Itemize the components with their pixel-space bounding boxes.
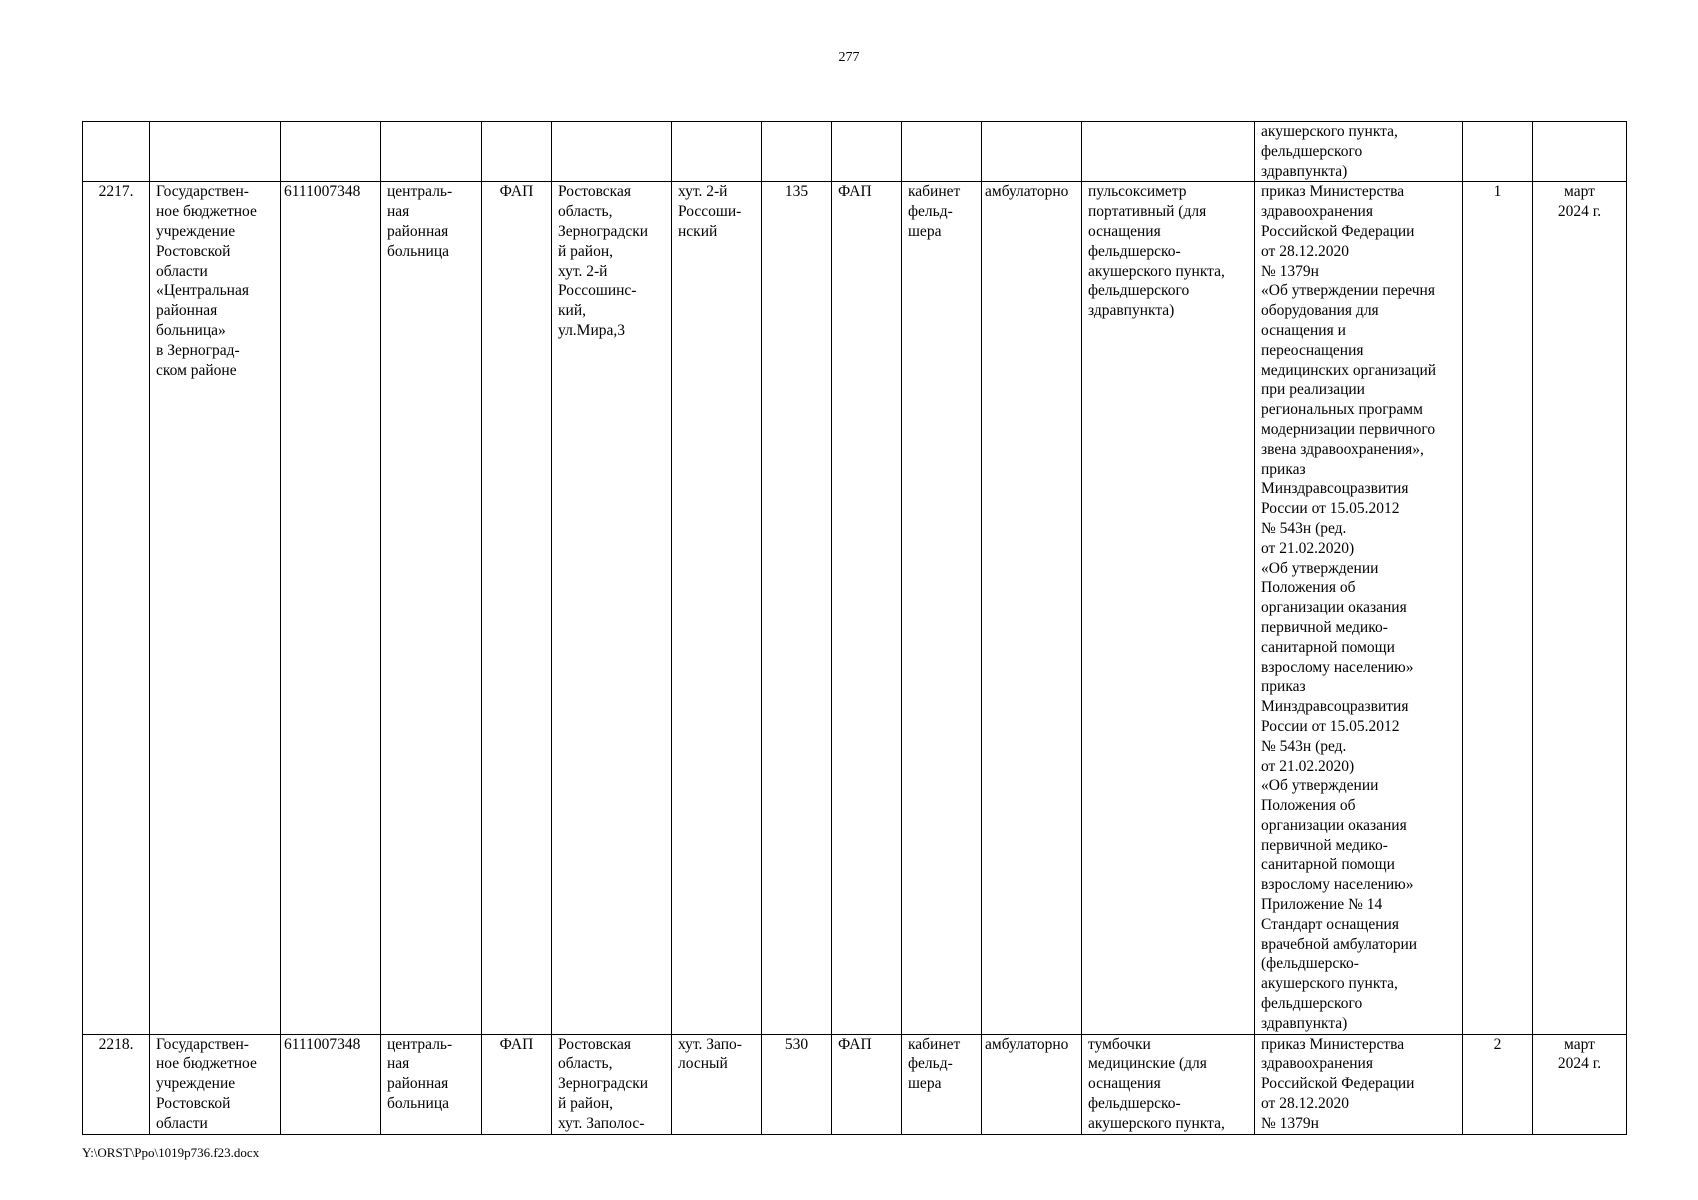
cell-population xyxy=(762,122,832,182)
cell-org-type: централь- ная районная больница xyxy=(381,182,482,1034)
cell-unit: ФАП xyxy=(832,182,902,1034)
cell-quantity: 2 xyxy=(1463,1034,1533,1134)
cell-address: Ростовская область, Зерноградски й район, хут. Заполос- xyxy=(552,1034,672,1134)
cell-num: 2218. xyxy=(83,1034,150,1134)
cell-num xyxy=(83,122,150,182)
cell-inn: 6111007348 xyxy=(281,182,381,1034)
cell-care-form: амбулаторно xyxy=(982,182,1082,1034)
cell-inn xyxy=(281,122,381,182)
footer-file-path: Y:\ORST\Ppo\1019p736.f23.docx xyxy=(82,1145,260,1160)
cell-settlement: хут. Запо- лосный xyxy=(672,1034,762,1134)
cell-room: кабинет фельд- шера xyxy=(902,1034,982,1134)
cell-equipment xyxy=(1082,122,1255,182)
cell-unit xyxy=(832,122,902,182)
cell-care-form xyxy=(982,122,1082,182)
cell-quantity xyxy=(1463,122,1533,182)
cell-address: Ростовская область, Зерноградски й район, хут. 2-й Россошинс- кий, ул.Мира,3 xyxy=(552,182,672,1034)
cell-quantity: 1 xyxy=(1463,182,1533,1034)
table-row-continuation xyxy=(83,122,1627,182)
cell-institution xyxy=(150,122,281,182)
cell-room: кабинет фельд- шера xyxy=(902,182,982,1034)
cell-date: март 2024 г. xyxy=(1533,1034,1627,1134)
cell-basis: приказ Министерства здравоохранения Российской Федерации от 28.12.2020 № 1379н xyxy=(1255,1034,1463,1134)
cell-population: 530 xyxy=(762,1034,832,1134)
cell-care-form: амбулаторно xyxy=(982,1034,1082,1134)
cell-date: март 2024 г. xyxy=(1533,182,1627,1034)
cell-unit-type xyxy=(482,122,552,182)
cell-basis: приказ Министерства здравоохранения Российской Федерации от 28.12.2020 № 1379н «Об утверждении перечня оборудования для оснащения и переоснащения медицинских организаций при реализации региональных программ модернизации первичного звена здравоохранения», приказ Минздравсоцразвития России от 15.05.2012 № 543н (ред. от 21.02.2020) «Об утверждении Положения об организации оказания первичной медико- санитарной помощи взрослому населению» приказ Минздравсоцразвития России от 15.05.2012 № 543н (ред. от 21.02.2020) «Об утверждении Положения об организации оказания первичной медико- санитарной помощи взрослому населению» Приложение № 14 Стандарт оснащения врачебной амбулатории (фельдшерско- акушерского пункта, фельдшерского здравпункта) xyxy=(1255,182,1463,1034)
cell-equipment: пульсоксиметр портативный (для оснащения фельдшерско- акушерского пункта, фельдшерского здравпункта) xyxy=(1082,182,1255,1034)
cell-institution: Государствен- ное бюджетное учреждение Ростовской области «Центральная районная больница» в Зерноград- ском районе xyxy=(150,182,281,1034)
cell-unit-type: ФАП xyxy=(482,1034,552,1134)
cell-equipment: тумбочки медицинские (для оснащения фельдшерско- акушерского пункта, xyxy=(1082,1034,1255,1134)
cell-unit: ФАП xyxy=(832,1034,902,1134)
cell-room xyxy=(902,122,982,182)
cell-org-type: централь- ная районная больница xyxy=(381,1034,482,1134)
cell-inn: 6111007348 xyxy=(281,1034,381,1134)
cell-settlement: хут. 2-й Россоши- нский xyxy=(672,182,762,1034)
page-number: 277 xyxy=(838,50,860,65)
cell-unit-type: ФАП xyxy=(482,182,552,1034)
cell-population: 135 xyxy=(762,182,832,1034)
cell-basis: акушерского пункта, фельдшерского здравпункта) xyxy=(1255,122,1463,182)
equipment-table xyxy=(82,121,1627,1135)
cell-date xyxy=(1533,122,1627,182)
table-row xyxy=(83,182,1627,1034)
cell-address xyxy=(552,122,672,182)
table-row xyxy=(83,1034,1627,1134)
cell-institution: Государствен- ное бюджетное учреждение Ростовской области xyxy=(150,1034,281,1134)
cell-settlement xyxy=(672,122,762,182)
cell-num: 2217. xyxy=(83,182,150,1034)
cell-org-type xyxy=(381,122,482,182)
